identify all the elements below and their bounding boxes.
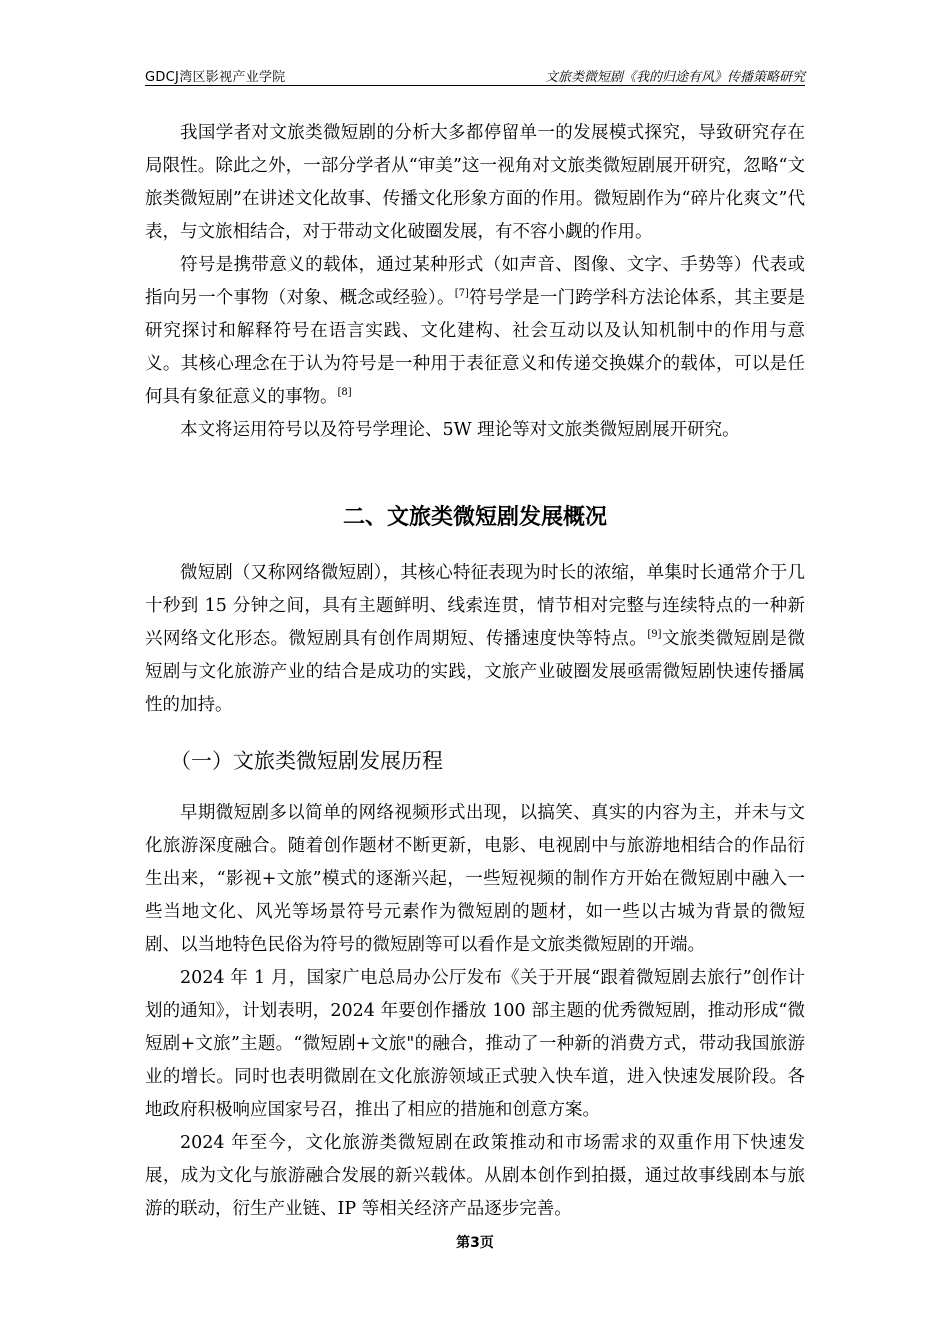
header-paper-title: 文旅类微短剧《我的归途有风》传播策略研究 [544, 70, 805, 85]
paragraph: 本文将运用符号以及符号学理论、5W 理论等对文旅类微短剧展开研究。 [180, 420, 740, 440]
running-header [145, 63, 805, 86]
subsection-heading: （一）文旅类微短剧发展历程 [170, 749, 443, 773]
paragraph [145, 249, 805, 414]
section-heading: 二、文旅类微短剧发展概况 [342, 505, 607, 530]
section-history [145, 797, 805, 1226]
paragraph-text: 微短剧（又称网络微短剧），其核心特征表现为时长的浓缩，单集时长通常介于几十秒到 15 分钟之间，具有主题鲜明、线索连贯，情节相对完整与连续特点的一种新兴网络文化形态。微短剧具有创作周期短、传播速度快等特点。 [145, 563, 805, 649]
paragraph: 早期微短剧多以简单的网络视频形式出现，以搞笑、真实的内容为主，并未与文化旅游深度融合。随着创作题材不断更新，电影、电视剧中与旅游地相结合的作品衍生出来，“影视+文旅”模式的逐渐兴起，一些短视频的制作方开始在微短剧中融入一些当地文化、风光等场景符号元素作为微短剧的题材，如一些以古城为背景的微短剧、以当地特色民俗为符号的微短剧等可以看作是文旅类微短剧的开端。 [145, 803, 805, 955]
section-overview [145, 557, 805, 722]
paragraph-text: 文旅类微短剧是微短剧与文化旅游产业的结合是成功的实践，文旅产业破圈发展亟需微短剧快速传播属性的加持。 [145, 629, 806, 715]
paragraph [145, 557, 805, 722]
paragraph-text: 符号是携带意义的载体，通过某种形式（如声音、图像、文字、手势等）代表或指向另一个事物（对象、概念或经验）。 [145, 255, 805, 308]
paragraph-text: 符号学是一门跨学科方法论体系，其主要是研究探讨和解释符号在语言实践、文化建构、社会互动以及认知机制中的作用与意义。其核心理念在于认为符号是一种用于表征意义和传递交换媒介的载体，可以是任何具有象征意义的事物。 [145, 288, 806, 407]
section-intro [145, 117, 805, 447]
citation-ref: [7] [454, 288, 469, 300]
header-institution: GDCJ湾区影视产业学院 [145, 70, 286, 85]
paragraph: 2024 年至今，文化旅游类微短剧在政策推动和市场需求的双重作用下快速发展，成为文化与旅游融合发展的新兴载体。从剧本创作到拍摄，通过故事线剧本与旅游的联动，衍生产业链、IP 等相关经济产品逐步完善。 [145, 1133, 805, 1219]
page-number: 第3页 [456, 1235, 494, 1251]
citation-ref: [8] [337, 387, 352, 399]
paragraph: 我国学者对文旅类微短剧的分析大多都停留单一的发展模式探究，导致研究存在局限性。除此之外，一部分学者从“审美”这一视角对文旅类微短剧展开研究，忽略“文旅类微短剧”在讲述文化故事、传播文化形象方面的作用。微短剧作为“碎片化爽文”代表，与文旅相结合，对于带动文化破圈发展，有不容小觑的作用。 [145, 123, 805, 242]
citation-ref: [9] [647, 629, 662, 641]
paragraph: 2024 年 1 月，国家广电总局办公厅发布《关于开展“跟着微短剧去旅行”创作计划的通知》，计划表明，2024 年要创作播放 100 部主题的优秀微短剧，推动形成“微短剧+文旅”主题。“微短剧+文旅"的融合，推动了一种新的消费方式，带动我国旅游业的增长。同时也表明微剧在文化旅游领域正式驶入快车道，进入快速发展阶段。各地政府积极响应国家号召，推出了相应的措施和创意方案。 [145, 968, 805, 1120]
